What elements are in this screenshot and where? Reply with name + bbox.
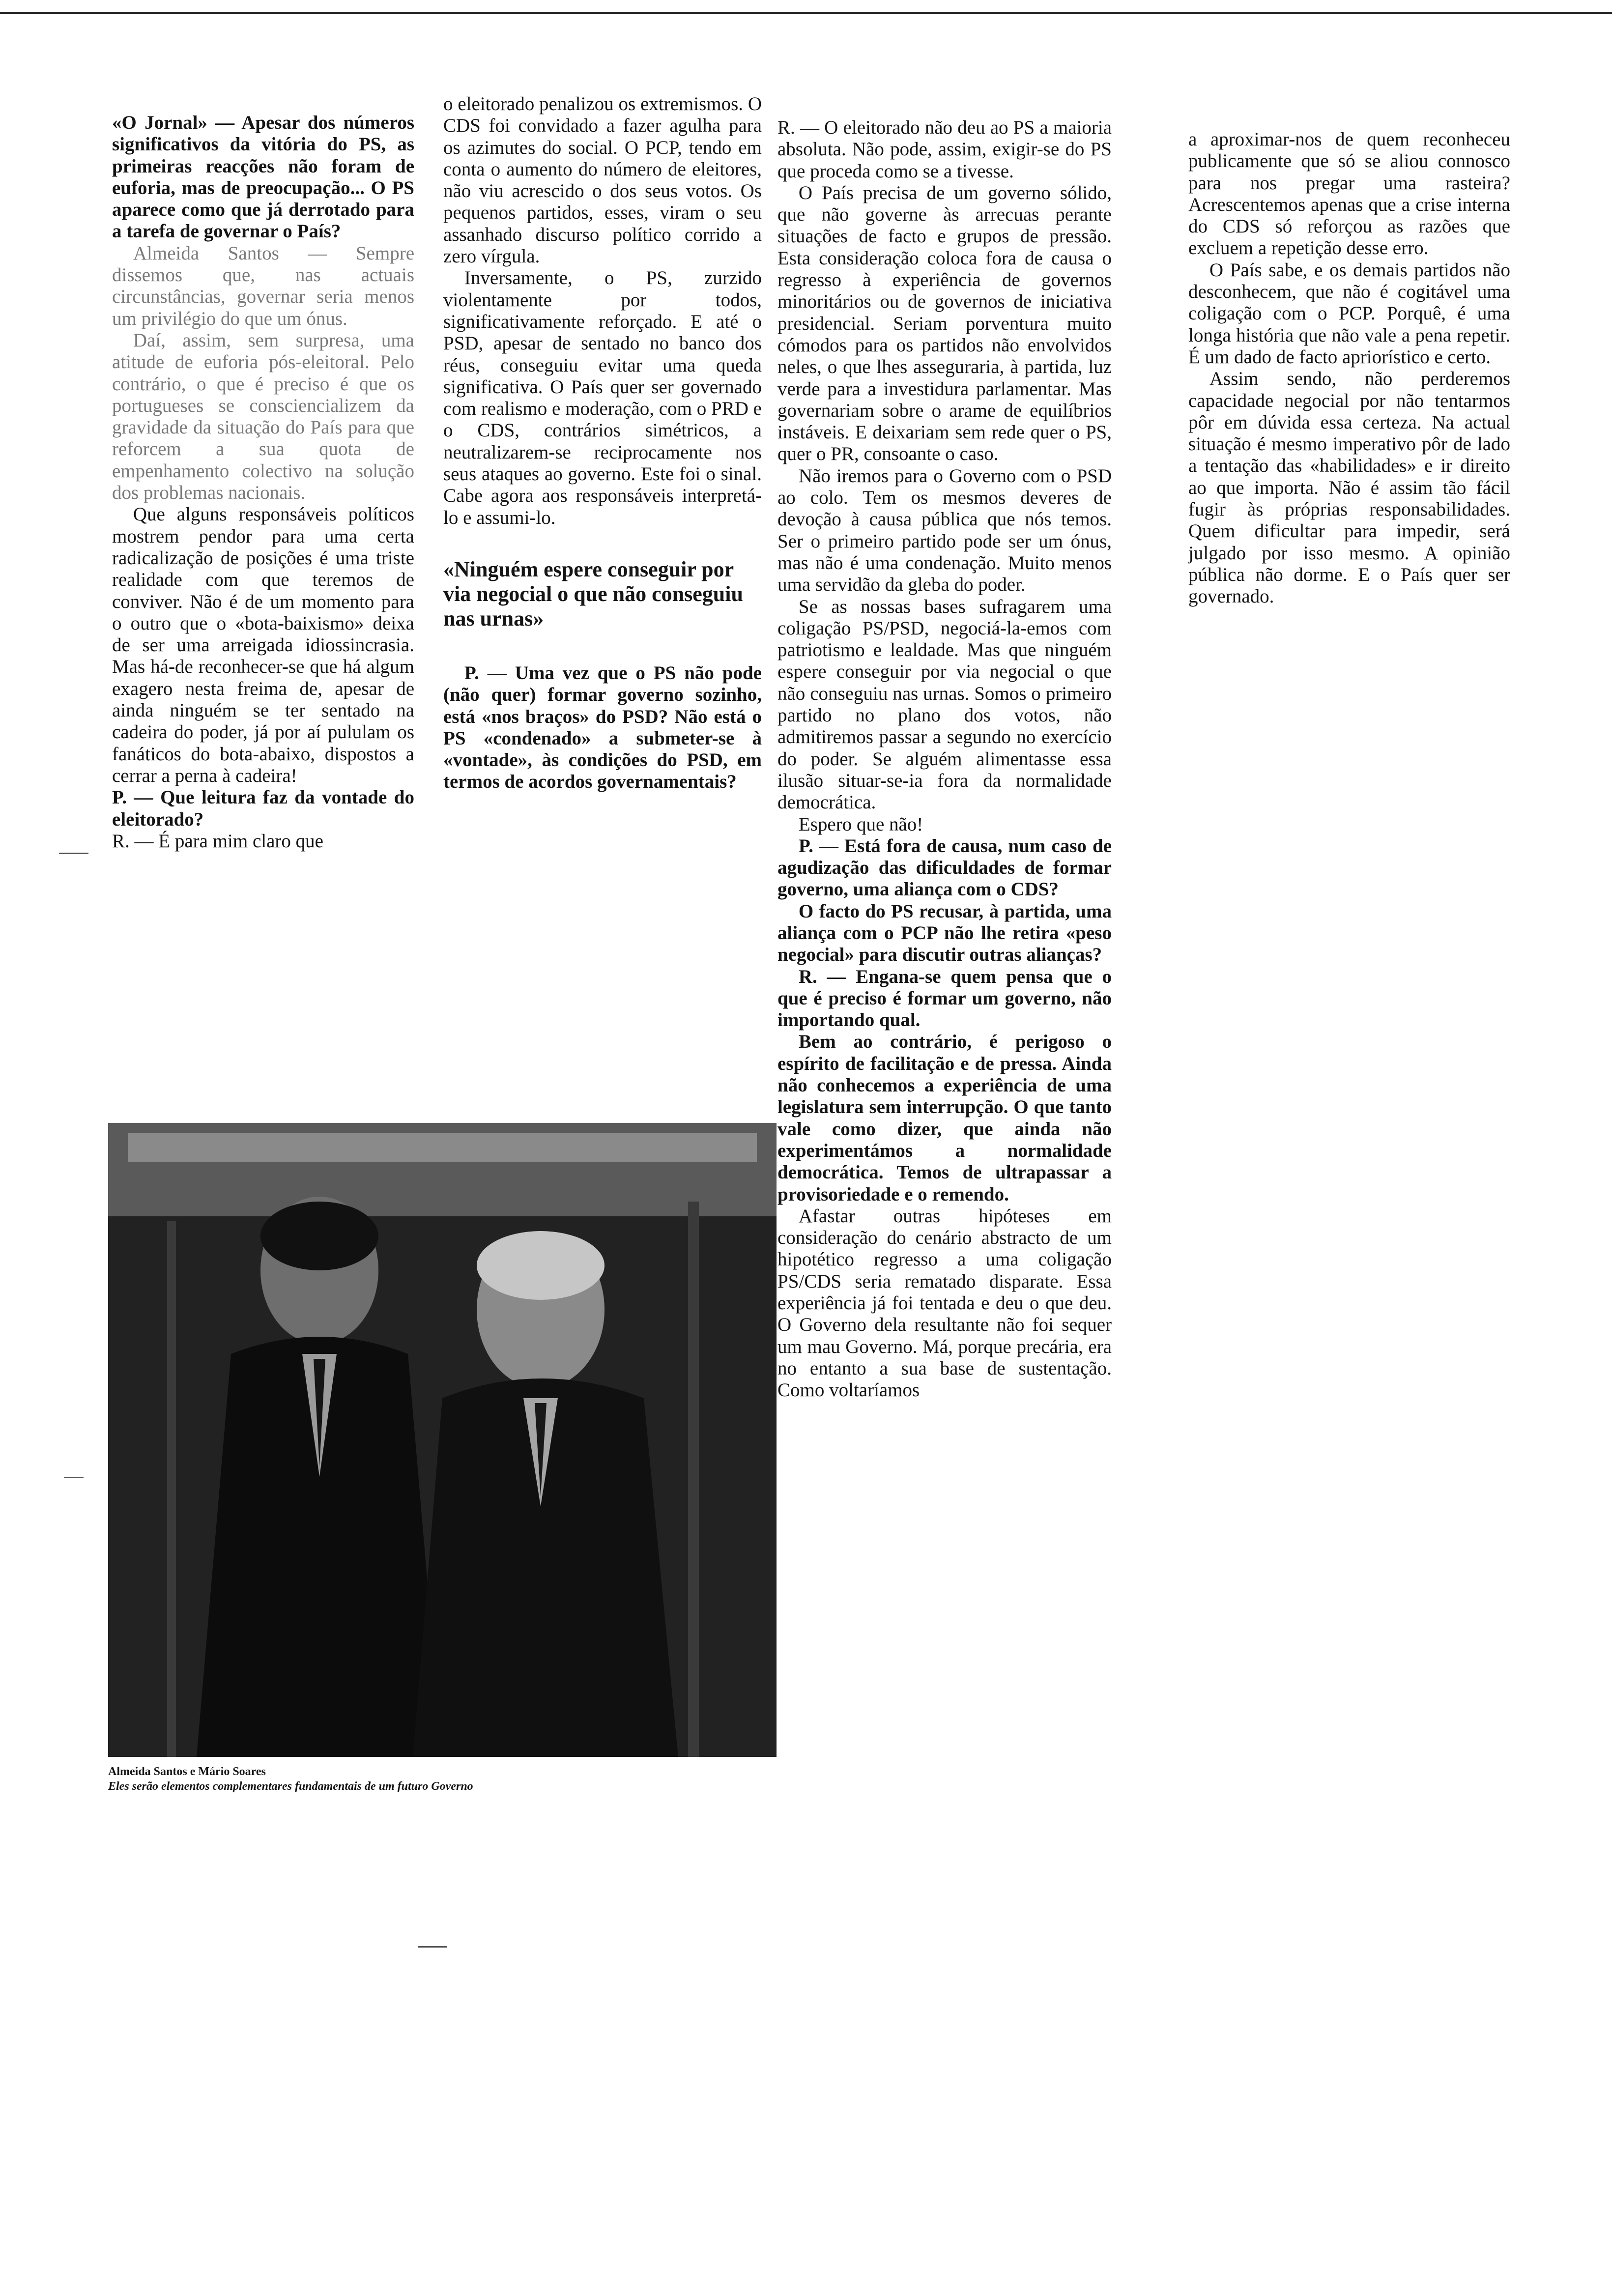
article-column-4	[1188, 129, 1510, 608]
caption-names: Almeida Santos e Mário Soares	[108, 1765, 266, 1778]
news-photo	[108, 1123, 777, 1757]
question-1: «O Jornal» — Apesar dos números significativos da vitória do PS, as primeiras reacções não foram de euforia, mas de preocupação... O PS aparece como que já derrotado para a tarefa de governar o País?	[112, 112, 414, 242]
answer-paragraph: a aproximar-nos de quem reconheceu publicamente que só se aliou connosco para nos pregar uma rasteira? Acrescentemos apenas que a crise interna do CDS só reforçou as razões que excluem a repetição desse erro.	[1188, 129, 1510, 259]
answer-paragraph: O País sabe, e os demais partidos não desconhecem, que não é cogitável uma coligação com o PCP. Porquê, é uma longa história que não vale a pena repetir. É um dado de facto apriorístico e certo.	[1188, 259, 1510, 368]
question-3: P. — Uma vez que o PS não pode (não quer) formar governo sozinho, está «nos braços» do PSD? Não está o PS «condenado» a submeter-se à «vontade», às condições do PSD, em termos de acordos governamentais?	[443, 662, 762, 793]
photo-figures	[108, 1123, 777, 1757]
answer-paragraph: O País precisa de um governo sólido, que não governe às arrecuas perante situações de facto e grupos de pressão. Esta consideração coloca fora de causa o regresso à experiência de governos minoritários ou de governos de iniciativa presidencial. Seriam porventura muito cómodos para os partidos não envolvidos neles, o que lhes asseguraria, à partida, luz verde para a investidura parlamentar. Mas governariam sobre o arame de equilíbrios instáveis. E deixariam sem rede quer o PS, quer o PR, consoante o caso.	[777, 182, 1112, 465]
answer-paragraph: Que alguns responsáveis políticos mostrem pendor para uma certa radicalização de posições é uma triste realidade com que teremos de conviver. Não é de um momento para o outro que o «bota-baixismo» deixa de ser uma arreigada idiossincrasia. Mas há-de reconhecer-se que há algum exagero nesta freima de, apesar de ainda ninguém se ter sentado na cadeira do poder, já por aí pululam os fanáticos do bota-abaixo, dispostos a cerrar a perna à cadeira!	[112, 504, 414, 786]
answer-paragraph: Almeida Santos — Sempre dissemos que, nas actuais circunstâncias, governar seria menos um privilégio do que um ónus.	[112, 242, 414, 329]
subheading: «Ninguém espere conseguir por via negocial o que não conseguiu nas urnas»	[443, 557, 743, 631]
article-column-3	[777, 117, 1112, 1402]
question-4: P. — Está fora de causa, num caso de agudização das dificuldades de formar governo, uma aliança com o CDS?	[777, 835, 1112, 900]
top-rule	[0, 12, 1612, 14]
answer-paragraph: Espero que não!	[798, 813, 923, 835]
scan-mark	[418, 1946, 447, 1948]
answer-paragraph: R. — Engana-se quem pensa que o que é preciso é formar um governo, não importando qual.	[777, 966, 1112, 1031]
article-column-1	[112, 112, 414, 852]
answer-paragraph: Inversamente, o PS, zurzido violentamente por todos, significativamente reforçado. E até o PSD, apesar de sentado no banco dos réus, conseguiu evitar uma queda significativa. O País quer ser governado com realismo e moderação, com o PRD e o CDS, contrários simétricos, a neutralizarem-se reciprocamente nos seus ataques ao governo. Este foi o sinal. Cabe agora aos responsáveis interpretá-lo e assumi-lo.	[443, 267, 762, 528]
photo-caption	[108, 1764, 777, 1794]
answer-paragraph: o eleitorado penalizou os extremismos. O CDS foi convidado a fazer agulha para os azimutes do social. O PCP, tendo em conta o aumento do número de eleitores, não viu acrescido o dos seus votos. Os pequenos partidos, esses, viram o seu assanhado discurso político corrido a zero vírgula.	[443, 93, 762, 267]
article-column-2	[443, 93, 762, 793]
answer-paragraph: Assim sendo, não perderemos capacidade negocial por não tentarmos pôr em dúvida essa certeza. Na actual situação é mesmo imperativo pôr de lado a tentação das «habilidades» e ir direito ao que importa. Não é assim tão fácil fugir às próprias responsabilidades. Quem dificultar para impedir, será julgado por isso mesmo. A opinião pública não dorme. E o País quer ser governado.	[1188, 368, 1510, 607]
answer-paragraph: Bem ao contrário, é perigoso o espírito de facilitação e de pressa. Ainda não conhecemos a experiência de uma legislatura sem interrupção. O que tanto vale como dizer, que ainda não experimentámos a normalidade democrática. Temos de ultrapassar a provisoriedade e o remendo.	[777, 1031, 1112, 1205]
question-2: P. — Que leitura faz da vontade do eleitorado?	[112, 787, 414, 830]
answer-paragraph: Não iremos para o Governo com o PSD ao colo. Tem os mesmos deveres de devoção à causa pública que nós temos. Ser o primeiro partido pode ser um ónus, mas não é uma condenação. Muito menos uma servidão da gleba do poder.	[777, 465, 1112, 596]
scan-mark	[59, 853, 88, 854]
question-5: O facto do PS recusar, à partida, uma aliança com o PCP não lhe retira «peso negocial» para discutir outras alianças?	[777, 900, 1112, 966]
answer-paragraph: R. — É para mim claro que	[112, 830, 323, 852]
answer-paragraph: Se as nossas bases sufragarem uma coligação PS/PSD, negociá-la-emos com patriotismo e lealdade. Mas que ninguém espere conseguir por via negocial o que não conseguiu nas urnas. Somos o primeiro partido no plano dos votos, não admitiremos passar a segundo no exercício do poder. Se alguém alimentasse essa ilusão situar-se-ia fora da normalidade democrática.	[777, 596, 1112, 813]
answer-paragraph: Daí, assim, sem surpresa, uma atitude de euforia pós-eleitoral. Pelo contrário, o que é preciso é que os portugueses se consciencializem da gravidade da situação do País para que reforcem a sua quota de empenhamento colectivo na solução dos problemas nacionais.	[112, 329, 414, 504]
caption-text: Eles serão elementos complementares fundamentais de um futuro Governo	[108, 1780, 473, 1793]
scan-mark	[64, 1477, 84, 1478]
answer-paragraph: Afastar outras hipóteses em consideração do cenário abstracto de um hipotético regresso a uma coligação PS/CDS seria rematado disparate. Essa experiência já foi tentada e deu o que deu. O Governo dela resultante não foi sequer um mau Governo. Má, porque precária, era no entanto a sua base de sustentação. Como voltaríamos	[777, 1205, 1112, 1401]
answer-paragraph: R. — O eleitorado não deu ao PS a maioria absoluta. Não pode, assim, exigir-se do PS que proceda como se a tivesse.	[777, 117, 1112, 182]
